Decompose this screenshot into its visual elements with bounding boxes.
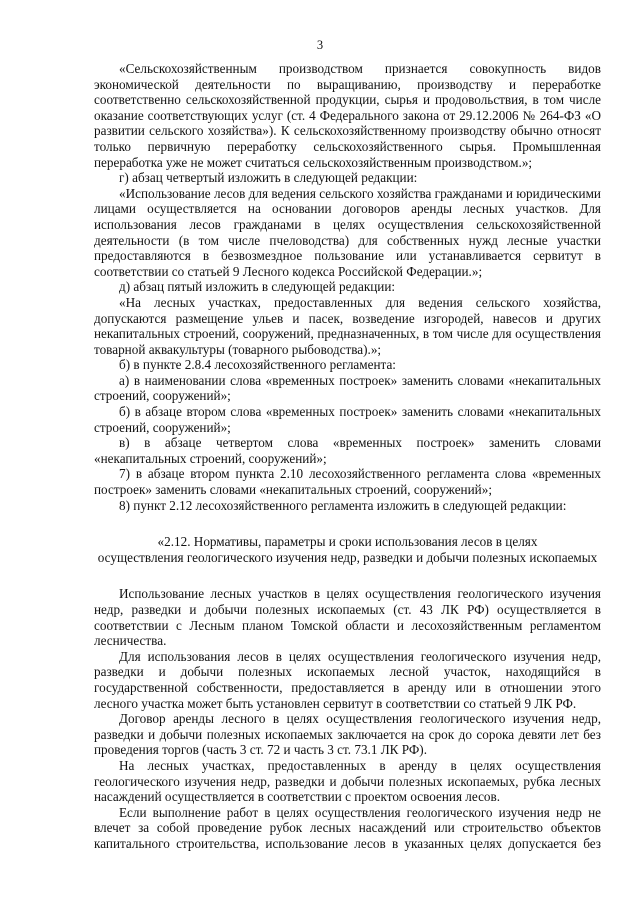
paragraph: 8) пункт 2.12 лесохозяйственного регламента изложить в следующей редакции: bbox=[119, 497, 567, 513]
paragraph: Договор аренды лесного в целях осуществления геологического изучения недр, разведки и добычи полезных ископаемых заключается на срок до сорока девяти лет без проведения торгов (часть 3 ст. 72 и часть 3 ст. 73.1 ЛК РФ). bbox=[94, 711, 601, 758]
paragraph: г) абзац четвертый изложить в следующей редакции: bbox=[119, 170, 418, 186]
paragraph: «На лесных участках, предоставленных для ведения сельского хозяйства, допускаются размещение ульев и пасек, возведение изгородей, навесов и других некапитальных строений, сооружений, предназначенных, в том числе для осуществления товарной аквакультуры (товарного рыбоводства).»; bbox=[94, 294, 601, 357]
document-body bbox=[94, 61, 601, 852]
paragraph: На лесных участках, предоставленных в аренду в целях осуществления геологического изучения недр, разведки и добычи полезных ископаемых, рубка лесных насаждений осуществляется в соответствии с проектом освоения лесов. bbox=[94, 757, 601, 805]
paragraph: б) в пункте 2.8.4 лесохозяйственного регламента: bbox=[119, 357, 396, 373]
section-heading-line: «2.12. Нормативы, параметры и сроки использования лесов в целях bbox=[157, 534, 538, 550]
paragraph: «Использование лесов для ведения сельского хозяйства гражданами и юридическими лицами осуществляется на основании договоров аренды лесных участков. Для использования лесов гражданами в целях осуществления сельскохозяйственной деятельности (в том числе пчеловодства) для собственных нужд лесные участки предоставляются в безвозмездное пользование или устанавливается сервитут в соответствии со статьей 9 Лесного кодекса Российской Федерации.»; bbox=[94, 185, 601, 279]
paragraph: Для использования лесов в целях осуществления геологического изучения недр, разведки и добычи полезных ископаемых лесной участок, находящийся в государственной собственности, предоставляется в аренду или в отношении этого лесного участка может быть установлен сервитут в соответствии со статьей 9 ЛК РФ. bbox=[94, 648, 601, 711]
page-number: 3 bbox=[316, 38, 324, 52]
paragraph: Использование лесных участков в целях осуществления геологического изучения недр, разведки и добычи полезных ископаемых (ст. 43 ЛК РФ) осуществляется в соответствии с Лесным планом Томской области и лесохозяйственным регламентом лесничества. bbox=[94, 586, 601, 649]
section-heading bbox=[94, 513, 601, 586]
section-heading-line: осуществления геологического изучения недр, разведки и добычи полезных ископаемых bbox=[97, 549, 598, 565]
paragraph: в) в абзаце четвертом слова «временных построек» заменить словами «некапитальных строений, сооружений»; bbox=[94, 435, 601, 466]
paragraph: «Сельскохозяйственным производством признается совокупность видов экономической деятельности по выращиванию, производству и переработке соответственно сельскохозяйственной продукции, сырья и продовольствия, в том числе оказание соответствующих услуг (ст. 4 Федерального закона от 29.12.2006 № 264-ФЗ «О развитии сельского хозяйства»). К сельскохозяйственному производству обычно относят только первичную переработку сельскохозяйственного сырья. Промышленная переработка уже не может считаться сельскохозяйственным производством.»; bbox=[94, 61, 601, 170]
paragraph: Если выполнение работ в целях осуществления геологического изучения недр не влечет за собой проведение рубок лесных насаждений или строительство объектов капитального строительства, использование лесов в указанных целях допускается без bbox=[94, 804, 601, 851]
paragraph: а) в наименовании слова «временных построек» заменить словами «некапитальных строений, сооружений»; bbox=[94, 372, 601, 404]
paragraph: д) абзац пятый изложить в следующей редакции: bbox=[119, 279, 396, 295]
paragraph: б) в абзаце втором слова «временных построек» заменить словами «некапитальных строений, сооружений»; bbox=[94, 404, 601, 435]
paragraph: 7) в абзаце втором пункта 2.10 лесохозяйственного регламента слова «временных построек» заменить словами «некапитальных строений, сооружений»; bbox=[94, 466, 601, 498]
